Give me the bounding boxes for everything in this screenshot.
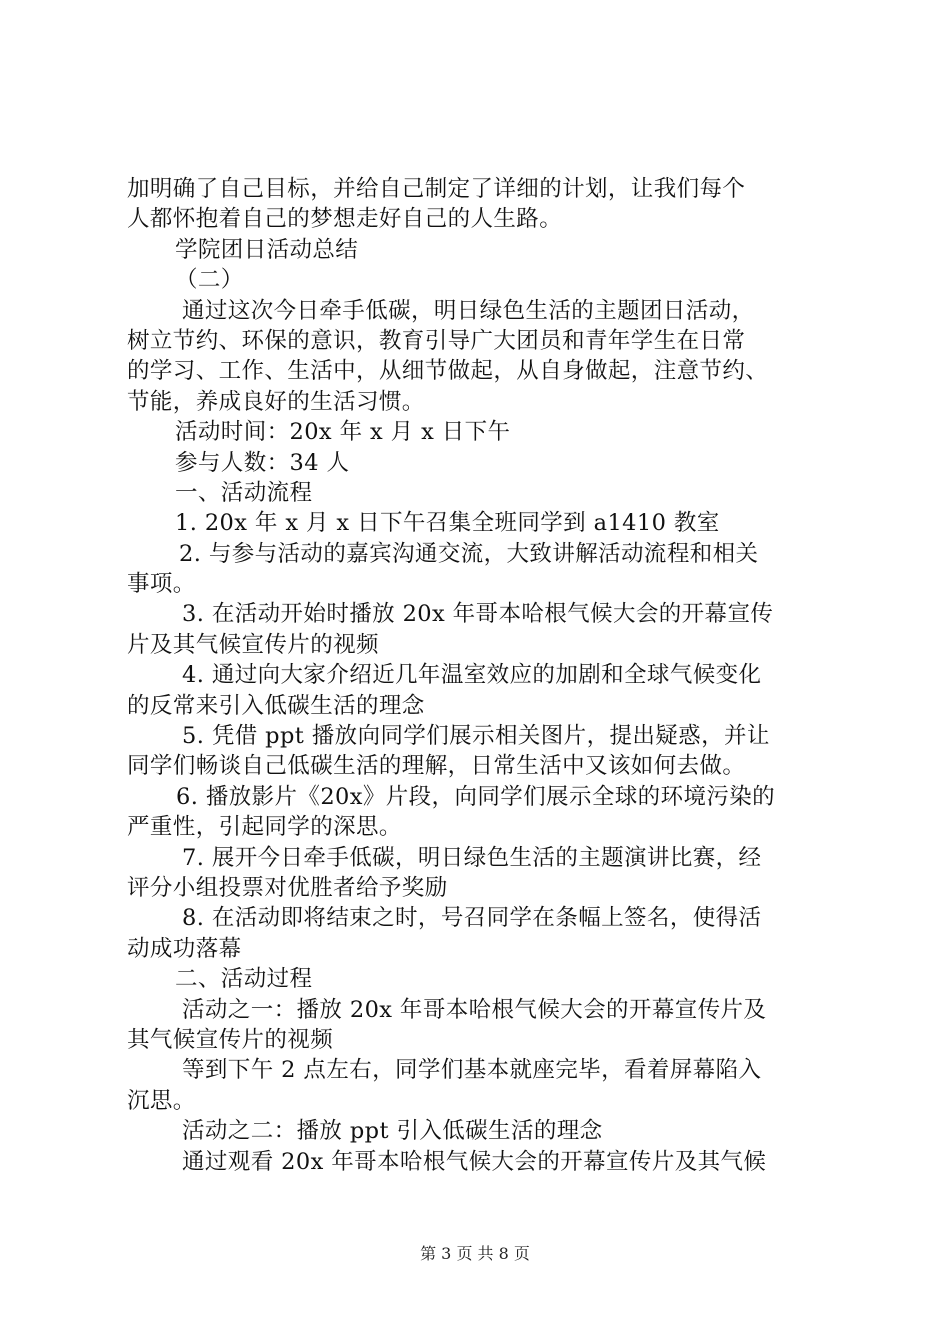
body-line: 动成功落幕	[127, 935, 242, 962]
section-heading: 学院团日活动总结	[175, 236, 359, 263]
body-line: 节能，养成良好的生活习惯。	[127, 388, 425, 415]
list-item: 3. 在活动开始时播放 20x 年哥本哈根气候大会的开幕宣传	[182, 601, 774, 628]
body-line: 严重性，引起同学的深思。	[127, 814, 402, 841]
body-line: 等到下午 2 点左右，同学们基本就座完毕，看着屏幕陷入	[182, 1057, 762, 1084]
body-line: 树立节约、环保的意识，教育引导广大团员和青年学生在日常	[127, 327, 746, 354]
section-number: （二）	[175, 267, 244, 294]
list-item: 6. 播放影片《20x》片段，向同学们展示全球的环境污染的	[176, 783, 776, 810]
list-item: 2. 与参与活动的嘉宾沟通交流，大致讲解活动流程和相关	[179, 540, 759, 567]
body-line: 的反常来引入低碳生活的理念	[127, 692, 425, 719]
list-item: 7. 展开今日牵手低碳，明日绿色生活的主题演讲比赛，经	[182, 844, 762, 871]
list-item: 4. 通过向大家介绍近几年温室效应的加剧和全球气候变化	[182, 662, 762, 689]
body-line: 的学习、工作、生活中，从细节做起，从自身做起，注意节约、	[127, 358, 769, 385]
subsection-heading: 活动之二：播放 ppt 引入低碳生活的理念	[182, 1118, 603, 1145]
list-item: 5. 凭借 ppt 播放向同学们展示相关图片，提出疑惑，并让	[182, 723, 770, 750]
participant-count: 参与人数：34 人	[175, 449, 350, 476]
activity-time: 活动时间：20x 年 x 月 x 日下午	[175, 419, 511, 446]
body-line: 事项。	[127, 571, 196, 598]
body-line: 评分小组投票对优胜者给予奖励	[127, 874, 448, 901]
body-line: 通过观看 20x 年哥本哈根气候大会的开幕宣传片及其气候	[182, 1148, 767, 1175]
body-line: 人都怀抱着自己的梦想走好自己的人生路。	[127, 206, 563, 233]
body-line: 其气候宣传片的视频	[127, 1026, 334, 1053]
section-heading: 二、活动过程	[175, 966, 313, 993]
document-body	[127, 174, 837, 1177]
list-item: 1. 20x 年 x 月 x 日下午召集全班同学到 a1410 教室	[175, 510, 720, 537]
body-line: 加明确了自己目标，并给自己制定了详细的计划，让我们每个	[127, 176, 746, 202]
body-line: 通过这次今日牵手低碳，明日绿色生活的主题团日活动，	[182, 297, 755, 324]
section-heading: 一、活动流程	[175, 479, 313, 506]
body-line: 同学们畅谈自己低碳生活的理解，日常生活中又该如何去做。	[127, 753, 746, 780]
body-line: 片及其气候宣传片的视频	[127, 631, 379, 658]
list-item: 8. 在活动即将结束之时，号召同学在条幅上签名，使得活	[182, 905, 762, 932]
body-line: 沉思。	[127, 1087, 196, 1114]
page-footer: 第 3 页 共 8 页	[420, 1244, 530, 1263]
subsection-heading: 活动之一：播放 20x 年哥本哈根气候大会的开幕宣传片及	[182, 996, 767, 1023]
